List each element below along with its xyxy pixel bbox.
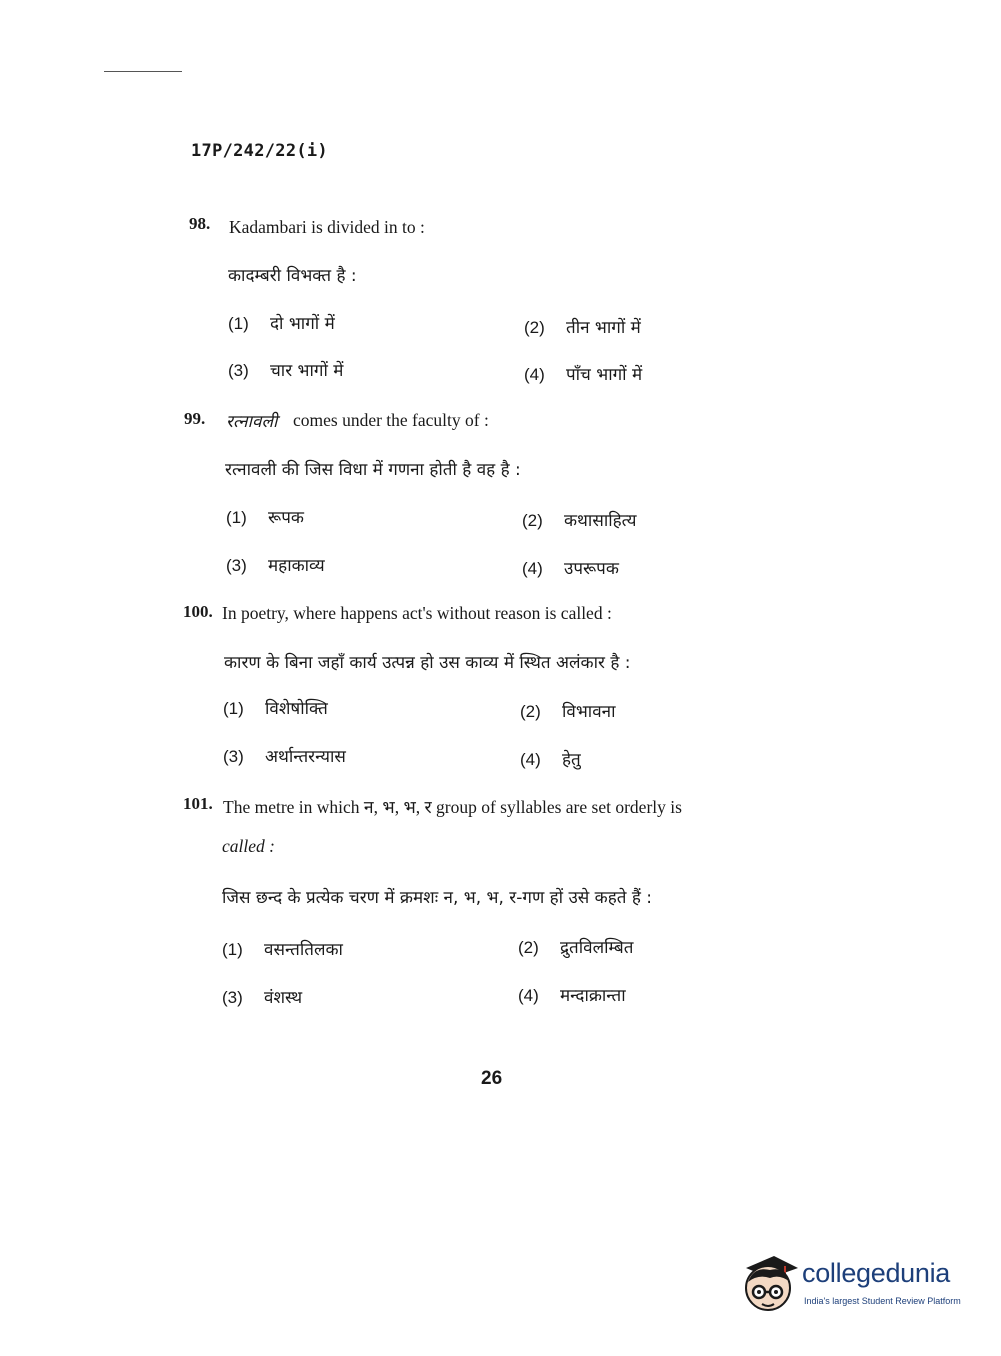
question-number: 99.	[184, 409, 206, 428]
brand-name: collegedunia	[802, 1258, 951, 1288]
question-text-english: Kadambari is divided in to :	[229, 217, 425, 237]
option-2: (2) तीन भागों में	[524, 318, 641, 338]
question-text-hindi: रत्नावली की जिस विधा में गणना होती है वह है :	[225, 460, 521, 480]
option-4: (4) उपरूपक	[522, 559, 619, 579]
option-3: (3) वंशस्थ	[222, 988, 303, 1008]
collegedunia-watermark	[740, 1252, 970, 1322]
option-2: (2) कथासाहित्य	[522, 511, 637, 531]
option-4: (4) मन्दाक्रान्ता	[518, 986, 626, 1006]
collegedunia-mascot-icon	[740, 1252, 800, 1316]
question-text-english: In poetry, where happens act's without reason is called :	[222, 603, 612, 623]
option-2: (2) द्रुतविलम्बित	[518, 938, 634, 958]
question-text-hindi: जिस छन्द के प्रत्येक चरण में क्रमशः न, भ, भ, र-गण हों उसे कहते हैं :	[222, 888, 653, 908]
option-2: (2) विभावना	[520, 702, 616, 722]
question-text-english: comes under the faculty of :	[293, 410, 489, 430]
option-3: (3) चार भागों में	[228, 361, 344, 381]
page-number: 26	[481, 1068, 503, 1089]
brand-tagline: India's largest Student Review Platform	[804, 1296, 961, 1306]
question-number: 98.	[189, 214, 211, 233]
question-text-hindi: कादम्बरी विभक्त है :	[228, 266, 357, 286]
question-number: 101.	[183, 794, 213, 813]
option-1: (1) विशेषोक्ति	[223, 699, 328, 719]
question-text-english: The metre in which न, भ, भ, र group of syllables are set orderly is	[223, 797, 682, 817]
question-text-english-line2: called :	[222, 836, 275, 856]
option-1: (1) रूपक	[226, 508, 304, 528]
question-text-hindi: कारण के बिना जहाँ कार्य उत्पन्न हो उस काव्य में स्थित अलंकार है :	[224, 653, 631, 673]
paper-code: 17P/242/22(i)	[191, 141, 328, 161]
option-1: (1) दो भागों में	[228, 314, 335, 334]
option-1: (1) वसन्ततिलका	[222, 940, 343, 960]
top-rule	[104, 71, 182, 72]
option-4: (4) पाँच भागों में	[524, 365, 643, 385]
option-3: (3) महाकाव्य	[226, 556, 325, 576]
option-4: (4) हेतु	[520, 750, 581, 770]
option-3: (3) अर्थान्तरन्यास	[223, 747, 346, 767]
question-number: 100.	[183, 602, 213, 621]
question-term-hindi: रत्नावली	[226, 412, 278, 432]
